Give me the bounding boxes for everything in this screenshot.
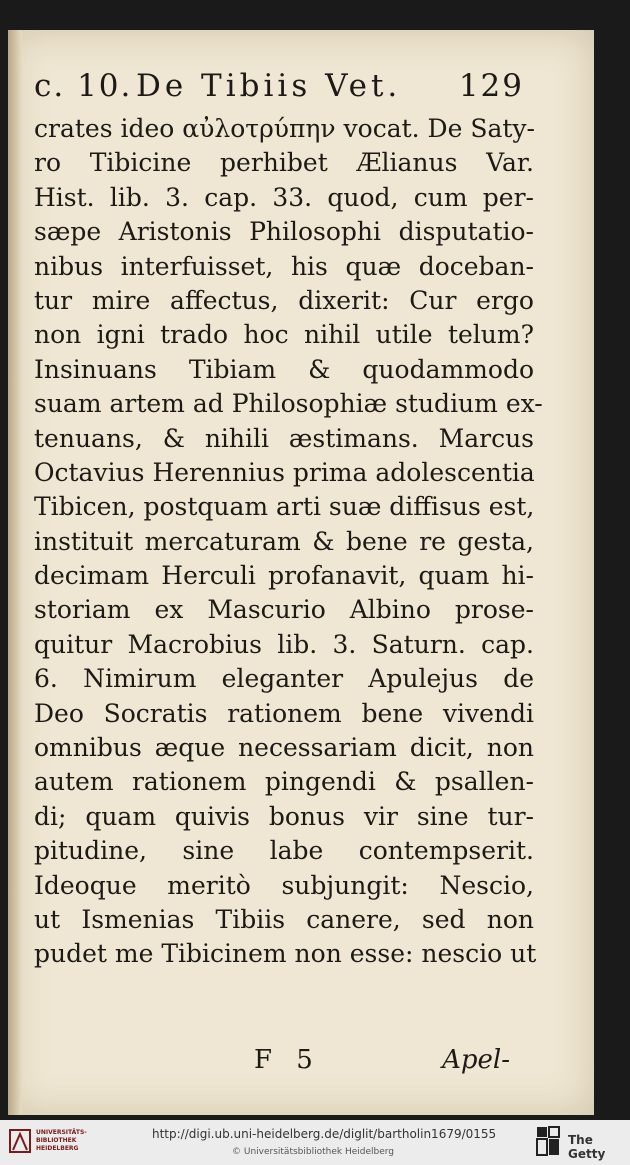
text-line: sæpe Aristonis Philosophi disputatio- bbox=[34, 217, 534, 247]
library-name-line: UNIVERSITÄTS- bbox=[36, 1129, 87, 1136]
partner-name: The Getty bbox=[568, 1133, 606, 1161]
text-line: di; quam quivis bonus vir sine tur- bbox=[34, 801, 534, 831]
text-line: non igni trado hoc nihil utile telum? bbox=[34, 320, 534, 350]
text-line: autem rationem pingendi & psallen- bbox=[34, 767, 534, 797]
text-line: omnibus æque necessariam dicit, non bbox=[34, 733, 534, 763]
text-line: Deo Socratis rationem bene vivendi bbox=[34, 698, 534, 728]
body-text bbox=[34, 112, 543, 972]
page-footer bbox=[34, 1045, 510, 1079]
text-line: Insinuans Tibiam & quodammodo bbox=[34, 354, 534, 384]
page-gutter-shadow bbox=[8, 30, 22, 1115]
text-line: decimam Herculi profanavit, quam hi- bbox=[34, 561, 534, 591]
copyright-notice: © Universitätsbibliothek Heidelberg bbox=[232, 1147, 395, 1157]
library-name-line: BIBLIOTHEK bbox=[36, 1137, 77, 1144]
library-name bbox=[36, 1129, 87, 1153]
text-line: nibus interfuisset, his quæ doceban- bbox=[34, 251, 534, 281]
permalink-url[interactable]: http://digi.ub.uni-heidelberg.de/diglit/bartholin1679/0155 bbox=[152, 1127, 497, 1141]
running-header bbox=[34, 68, 524, 108]
text-line: ro Tibicine perhibet Ælianus Var. bbox=[34, 148, 534, 178]
text-line: pitudine, sine labe contempserit. bbox=[34, 836, 534, 866]
text-line: pudet me Tibicinem non esse: nescio ut bbox=[34, 939, 537, 969]
text-line: ut Ismenias Tibiis canere, sed non bbox=[34, 904, 534, 934]
running-title: De Tibiis Vet. bbox=[136, 68, 402, 104]
text-line: storiam ex Mascurio Albino prose- bbox=[34, 595, 534, 625]
text-line: tenuans, & nihili æstimans. Marcus bbox=[34, 423, 534, 453]
university-library-logo-icon bbox=[8, 1126, 32, 1156]
text-line: quitur Macrobius lib. 3. Saturn. cap. bbox=[34, 629, 534, 659]
text-line: crates ideo αὐλοτρύπην vocat. De Saty- bbox=[34, 114, 535, 143]
catchword: Apel- bbox=[442, 1045, 510, 1075]
library-name-line: HEIDELBERG bbox=[36, 1145, 79, 1152]
chapter-reference: c. 10. bbox=[34, 68, 133, 104]
text-line: Ideoque meritò subjungit: Nescio, bbox=[34, 870, 534, 900]
text-line: suam artem ad Philosophiæ studium ex- bbox=[34, 389, 543, 419]
viewer-footer-bar bbox=[0, 1120, 630, 1165]
page-number: 129 bbox=[458, 68, 524, 104]
text-line: Tibicen, postquam arti suæ diffisus est, bbox=[34, 492, 535, 522]
text-line: instituit mercaturam & bene re gesta, bbox=[34, 526, 534, 556]
getty-logo-icon bbox=[535, 1125, 561, 1157]
text-line: Octavius Herennius prima adolescentia bbox=[34, 457, 535, 487]
text-line: 6. Nimirum eleganter Apulejus de bbox=[34, 664, 534, 694]
text-line: Hist. lib. 3. cap. 33. quod, cum per- bbox=[34, 182, 534, 212]
book-page bbox=[8, 30, 594, 1115]
text-line: tur mire affectus, dixerit: Cur ergo bbox=[34, 285, 534, 315]
signature-mark: F 5 bbox=[254, 1045, 321, 1075]
